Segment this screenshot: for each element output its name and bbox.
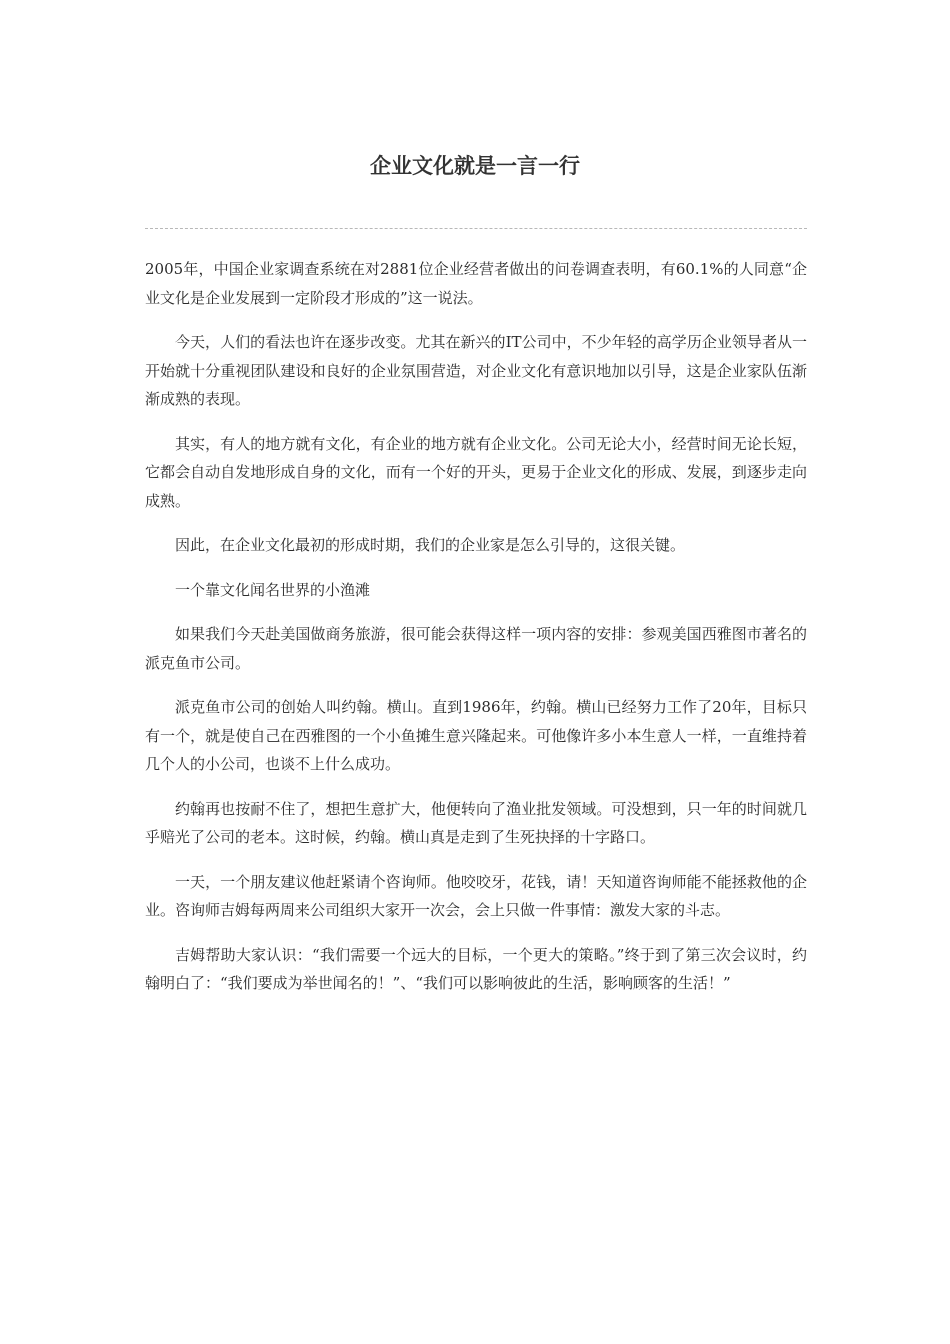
article-body <box>145 255 807 1014</box>
paragraph: 吉姆帮助大家认识：“我们需要一个远大的目标，一个更大的策略。”终于到了第三次会议时，约翰明白了：“我们要成为举世闻名的！”、“我们可以影响彼此的生活，影响顾客的生活！” <box>145 945 807 992</box>
section-heading: 一个靠文化闻名世界的小渔滩 <box>175 580 371 599</box>
paragraph: 其实，有人的地方就有文化，有企业的地方就有企业文化。公司无论大小，经营时间无论长短，它都会自动自发地形成自身的文化，而有一个好的开头，更易于企业文化的形成、发展，到逐步走向成熟。 <box>145 434 807 510</box>
article-title: 企业文化就是一言一行 <box>370 154 580 178</box>
paragraph: 如果我们今天赴美国做商务旅游，很可能会获得这样一项内容的安排：参观美国西雅图市著名的派克鱼市公司。 <box>145 625 807 672</box>
paragraph: 今天，人们的看法也许在逐步改变。尤其在新兴的IT公司中，不少年轻的高学历企业领导者从一开始就十分重视团队建设和良好的企业氛围营造，对企业文化有意识地加以引导，这是企业家队伍渐渐成熟的表现。 <box>145 333 807 408</box>
paragraph: 一天，一个朋友建议他赶紧请个咨询师。他咬咬牙，花钱，请！天知道咨询师能不能拯救他的企业。咨询师吉姆每两周来公司组织大家开一次会，会上只做一件事情：激发大家的斗志。 <box>145 872 807 919</box>
title-divider <box>145 228 807 229</box>
paragraph: 2005年，中国企业家调查系统在对2881位企业经营者做出的问卷调查表明，有60.1%的人同意“企业文化是企业发展到一定阶段才形成的”这一说法。 <box>145 260 807 307</box>
paragraph: 约翰再也按耐不住了，想把生意扩大，他便转向了渔业批发领域。可没想到，只一年的时间就几乎赔光了公司的老本。这时候，约翰。横山真是走到了生死抉择的十字路口。 <box>145 799 807 846</box>
paragraph: 派克鱼市公司的创始人叫约翰。横山。直到1986年，约翰。横山已经努力工作了20年，目标只有一个，就是使自己在西雅图的一个小鱼摊生意兴隆起来。可他像许多小本生意人一样，一直维持着几个人的小公司，也谈不上什么成功。 <box>145 698 807 773</box>
paragraph: 因此，在企业文化最初的形成时期，我们的企业家是怎么引导的，这很关键。 <box>175 536 686 554</box>
